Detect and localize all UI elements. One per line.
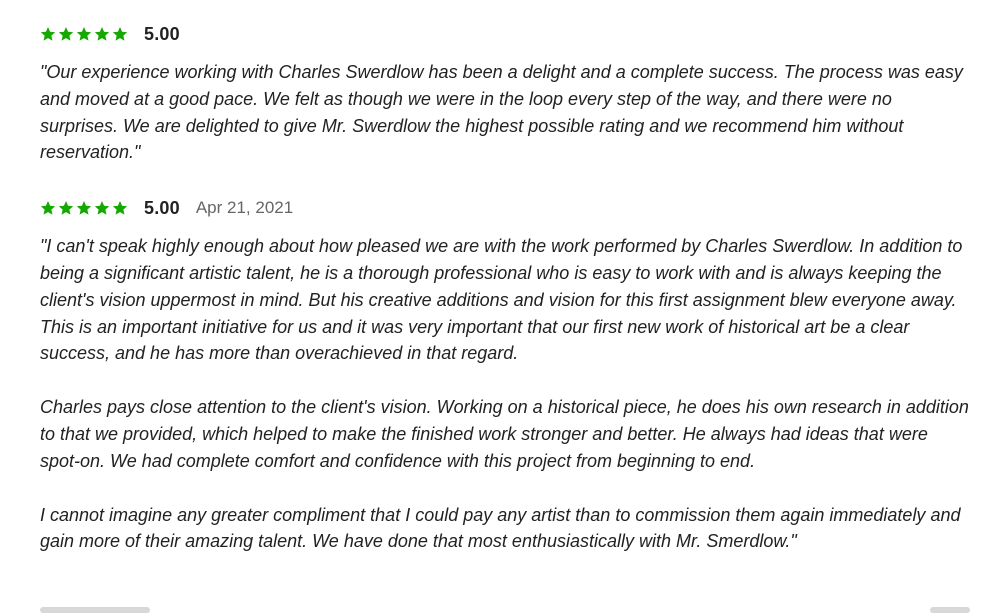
next-review-cutoff (40, 604, 970, 616)
review-score: 5.00 (144, 23, 180, 44)
review-paragraph: "Our experience working with Charles Swerdlow has been a delight and a complete success. The process was easy and moved at a good pace. We felt as though we were in the loop every step of the way, and there were no surprises. We are delighted to give Mr. Swerdlow the highest possible rating and we recommend him without reservation." (40, 62, 963, 163)
review-paragraph: Charles pays close attention to the client's vision. Working on a historical piece, he does his own research in addition to that we provided, which helped to make the finished work stronger and better. He always had ideas that were spot-on. We had complete comfort and confidence with this project from beginning to end. (40, 397, 969, 471)
star-icon (112, 26, 128, 42)
star-icon (40, 26, 56, 42)
review-text (40, 233, 970, 555)
review-item (40, 196, 970, 555)
review-score: 5.00 (144, 197, 180, 218)
cutoff-text-fragment (930, 607, 970, 613)
review-rating-row (40, 196, 970, 220)
review-item (40, 22, 970, 166)
star-icon (76, 200, 92, 216)
review-date: Apr 21, 2021 (195, 198, 294, 218)
star-icon (94, 26, 110, 42)
star-icon (58, 200, 74, 216)
star-icon (76, 26, 92, 42)
star-icon (94, 200, 110, 216)
star-icon (58, 26, 74, 42)
star-rating (40, 200, 128, 216)
review-paragraph: I cannot imagine any greater compliment that I could pay any artist than to commission them again immediately and gain more of their amazing talent. We have done that most enthusiastically with Mr. Smerdlow." (40, 504, 961, 552)
star-icon (112, 200, 128, 216)
cutoff-text-fragment (40, 607, 150, 613)
review-text (40, 59, 970, 166)
reviews-list (40, 22, 970, 585)
review-rating-row (40, 22, 970, 46)
review-paragraph: "I can't speak highly enough about how pleased we are with the work performed by Charles Swerdlow. In addition to being a significant artistic talent, he is a thorough professional who is easy to work with and is always keeping the client's vision uppermost in mind. But his creative additions and vision for this first assignment blew everyone away. This is an important initiative for us and it was very important that our first new work of historical art be a clear success, and he has more than overachieved in that regard. (40, 236, 963, 364)
star-rating (40, 26, 128, 42)
star-icon (40, 200, 56, 216)
